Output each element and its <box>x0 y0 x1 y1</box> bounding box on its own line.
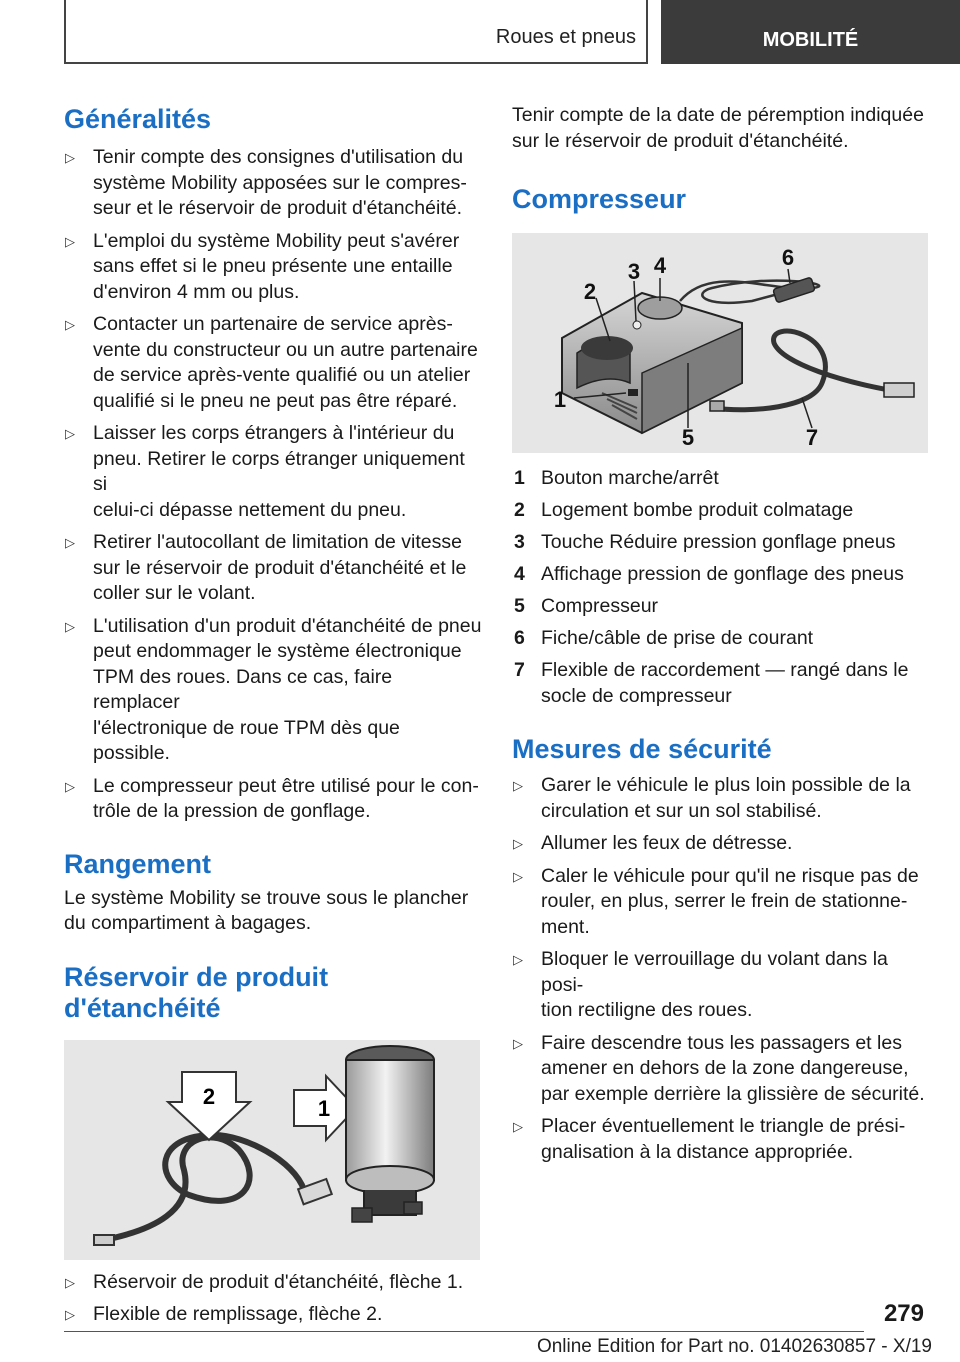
bullet-triangle-icon: ▷ <box>65 778 75 794</box>
bullet-triangle-icon: ▷ <box>65 150 75 165</box>
callout-2: 2 <box>583 279 597 304</box>
legend-item <box>512 530 930 556</box>
list-item: ▷ Faire descendre tous les passagers et les amener en dehors de la zone dangereuse, par exemple derrière la glissière de sécurité. <box>513 1031 925 1105</box>
bullet-triangle-icon: ▷ <box>513 1119 523 1134</box>
bullet-triangle-icon: ▷ <box>65 618 75 634</box>
heading-securite: Mesures de sécurité <box>512 734 772 764</box>
header-chapter-label: MOBILITÉ <box>762 28 859 51</box>
bullet-triangle-icon: ▷ <box>513 952 523 967</box>
bullet-triangle-icon: ▷ <box>65 1307 75 1322</box>
callout-1: 1 <box>553 387 567 412</box>
legend-item <box>512 626 930 652</box>
legend-item <box>512 658 930 709</box>
legend-number: 4 <box>514 563 525 585</box>
legend-text: Fiche/câble de prise de courant <box>541 627 814 649</box>
list-item: ▷ Caler le véhicule pour qu'il ne risque pas de rouler, en plus, serrer le frein de stationne- ment. <box>513 864 919 938</box>
legend-text: socle de compresseur <box>541 684 732 707</box>
list-item: ▷ Réservoir de produit d'étanchéité, flèche 1. <box>64 1270 482 1296</box>
legend-text: Compresseur <box>541 595 659 617</box>
generalites-list <box>64 145 482 825</box>
footer-rule <box>64 1331 864 1332</box>
arrow-2-label: 2 <box>202 1083 216 1109</box>
compressor-illustration <box>512 233 928 453</box>
heading-generalites: Généralités <box>64 104 212 134</box>
list-item: ▷ Retirer l'autocollant de limitation de vitesse sur le réservoir de produit d'étanchéité et le coller sur le volant. <box>65 531 467 604</box>
list-item: ▷ Contacter un partenaire de service après- vente du constructeur ou un autre partenaire de service après-vente qualifié ou un atelier qualifié si le pneu ne peut pas être réparé. <box>65 313 478 412</box>
bullet-triangle-icon: ▷ <box>65 426 75 441</box>
bullet-triangle-icon: ▷ <box>513 868 523 884</box>
legend-text: Logement bombe produit colmatage <box>541 499 854 521</box>
rangement-text: Le système Mobility se trouve sous le plancher du compartiment à bagages. <box>64 886 469 934</box>
compressor-figure <box>512 233 928 453</box>
bullet-triangle-icon: ▷ <box>513 778 523 793</box>
bullet-triangle-icon: ▷ <box>513 836 523 851</box>
legend-item <box>512 466 930 492</box>
list-item: ▷ Allumer les feux de détresse. <box>512 831 930 857</box>
bullet-triangle-icon: ▷ <box>65 233 75 249</box>
reservoir-list <box>64 1270 482 1328</box>
footer-edition: Online Edition for Part no. 01402630857 - X/19 <box>536 1336 932 1357</box>
callout-6: 6 <box>781 245 795 270</box>
callout-7: 7 <box>805 425 819 450</box>
legend-number: 2 <box>514 499 525 521</box>
list-item: ▷ Garer le véhicule le plus loin possible de la circulation et sur un sol stabilisé. <box>513 774 911 822</box>
bullet-triangle-icon: ▷ <box>65 1274 75 1290</box>
list-item: ▷ Le compresseur peut être utilisé pour le con- trôle de la pression de gonflage. <box>65 774 479 822</box>
legend-text: Flexible de raccordement — rangé dans le <box>541 659 909 681</box>
page-number: 279 <box>883 1300 924 1327</box>
header-chapter-tab <box>661 0 960 64</box>
list-item: ▷ L'utilisation d'un produit d'étanchéité de pneu peut endommager le système électronique TPM des roues. Dans ce cas, faire remplacer l'électronique de roue TPM dès que possible. <box>65 614 482 764</box>
expiry-date-note: Tenir compte de la date de péremption indiquée sur le réservoir de produit d'étanchéité. <box>512 104 924 152</box>
sealant-reservoir-illustration <box>64 1040 480 1260</box>
left-column <box>64 100 482 1328</box>
legend-item <box>512 594 930 620</box>
sealant-reservoir-figure <box>64 1040 480 1260</box>
legend-number: 3 <box>514 531 525 553</box>
legend-number: 5 <box>514 595 525 617</box>
bullet-triangle-icon: ▷ <box>65 535 75 550</box>
legend-number: 1 <box>514 467 525 489</box>
bullet-triangle-icon: ▷ <box>513 1035 523 1051</box>
compressor-legend <box>512 466 930 709</box>
legend-text: Affichage pression de gonflage des pneus <box>541 563 904 585</box>
list-item: ▷ Flexible de remplissage, flèche 2. <box>64 1302 482 1328</box>
legend-number: 7 <box>514 659 525 681</box>
heading-compresseur: Compresseur <box>512 184 687 214</box>
header-section-title: Roues et pneus <box>495 26 636 48</box>
legend-text: Touche Réduire pression gonflage pneus <box>541 531 896 553</box>
legend-number: 6 <box>514 627 525 649</box>
callout-5: 5 <box>681 425 695 450</box>
securite-list <box>512 773 930 1165</box>
callout-4: 4 <box>653 253 667 278</box>
legend-text: Bouton marche/arrêt <box>541 467 719 489</box>
heading-reservoir: Réservoir de produit d'étanchéité <box>64 961 329 1023</box>
legend-item <box>512 562 930 588</box>
bullet-triangle-icon: ▷ <box>65 317 75 332</box>
legend-item <box>512 498 930 524</box>
list-item: ▷ Tenir compte des consignes d'utilisation du système Mobility apposées sur le compres- seur et le réservoir de produit d'étanchéité. <box>65 146 467 219</box>
right-column <box>512 100 930 1165</box>
list-item: ▷ Laisser les corps étrangers à l'intérieur du pneu. Retirer le corps étranger uniquement si celui-ci dépasse nettement du pneu. <box>65 422 465 521</box>
list-item: ▷ Placer éventuellement le triangle de prési- gnalisation à la distance appropriée. <box>513 1115 906 1163</box>
arrow-1-label: 1 <box>317 1095 331 1121</box>
callout-3: 3 <box>627 259 641 284</box>
list-item: ▷ Bloquer le verrouillage du volant dans la posi- tion rectiligne des roues. <box>513 948 888 1021</box>
list-item: ▷ L'emploi du système Mobility peut s'avérer sans effet si le pneu présente une entaille d'environ 4 mm ou plus. <box>65 229 460 303</box>
heading-rangement: Rangement <box>64 848 212 879</box>
